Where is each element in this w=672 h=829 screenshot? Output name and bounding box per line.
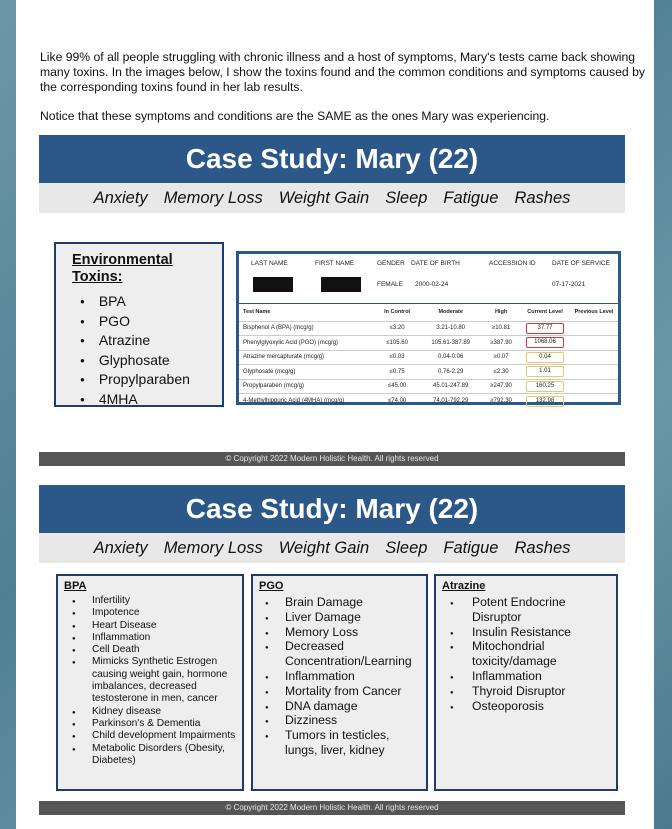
copyright-footer-2: © Copyright 2022 Modern Holistic Health. All rights reserved [39, 801, 625, 815]
list-item: ● Inflammation [442, 669, 610, 684]
col-previous-level: Previous Level [574, 309, 614, 316]
test-name: Atrazine mercapturate (mcg/g) [239, 350, 375, 365]
slide-2-symptoms [39, 533, 625, 563]
document-page [16, 0, 654, 829]
symptom-weight-gain: Weight Gain [278, 539, 370, 557]
previous-level-cell [570, 379, 618, 394]
symptom-anxiety: Anxiety [93, 539, 148, 557]
symptom-fatigue: Fatigue [443, 539, 499, 557]
slide-2-title: Case Study: Mary (22) [39, 485, 625, 533]
col-moderate: Moderate [438, 309, 463, 316]
previous-level-cell [570, 394, 618, 409]
high-range: ≥0.07 [482, 350, 520, 365]
current-level-value: 160.25 [526, 381, 564, 392]
high-range: ≥792.30 [482, 394, 520, 409]
atrazine-effects-list [442, 595, 610, 713]
case-study-slide-2 [39, 485, 625, 800]
atrazine-effects-box [434, 574, 618, 791]
col-current-level: Current Level [527, 309, 563, 316]
col-in-control: In Control [384, 309, 411, 316]
intro-paragraph-1: Like 99% of all people struggling with chronic illness and a host of symptoms, Mary's tests came back showing many toxins. In the images below, I show the toxins found and the common conditions and symptoms caused by the corresponding toxins found in her lab results. [40, 50, 645, 94]
list-item: ● Parkinson's & Dementia [64, 718, 236, 730]
in-control-range: ≤3.20 [375, 321, 419, 336]
pgo-effects-list [259, 595, 420, 758]
table-row [239, 365, 618, 380]
high-range: ≤2.30 [482, 365, 520, 380]
previous-level-cell [570, 350, 618, 365]
redacted-last-name [253, 277, 293, 292]
list-item: ● Dizziness [259, 713, 420, 728]
slide-1-title: Case Study: Mary (22) [39, 135, 625, 183]
toxin-item: ● PGO [72, 312, 222, 332]
list-item: ● Impotence [64, 607, 236, 619]
environmental-toxins-box [54, 242, 224, 407]
slide-1-symptoms [39, 183, 625, 213]
bpa-effects-list [64, 595, 236, 767]
current-level-cell [520, 365, 570, 380]
moderate-range: 105.61-387.89 [419, 336, 482, 351]
symptom-fatigue: Fatigue [443, 189, 499, 207]
list-item: ● Liver Damage [259, 610, 420, 625]
previous-level-cell [570, 336, 618, 351]
list-item: ● Memory Loss [259, 625, 420, 640]
lab-service-date-value: 07-17-2021 [552, 281, 586, 288]
atrazine-heading: Atrazine [442, 580, 486, 592]
list-item: ● Mimicks Synthetic Estrogen causing weight gain, hormone imbalances, decreased testosterone in men, cancer [64, 656, 236, 705]
toxins-list [72, 292, 222, 409]
lab-header-first-name: FIRST NAME [315, 260, 355, 267]
toxin-item: ● Atrazine [72, 331, 222, 351]
col-test-name: Test Name [243, 309, 271, 316]
high-range: ≥387.90 [482, 336, 520, 351]
in-control-range: ≤0.03 [375, 350, 419, 365]
current-level-cell [520, 394, 570, 409]
in-control-range: ≤105.60 [375, 336, 419, 351]
list-item: ● Infertility [64, 595, 236, 607]
toxins-heading: Environmental Toxins: [72, 252, 173, 285]
lab-table-header-row [239, 304, 618, 321]
toxin-item: ● 4MHA [72, 390, 222, 410]
table-row [239, 336, 618, 351]
current-level-cell [520, 321, 570, 336]
symptom-sleep: Sleep [385, 539, 428, 557]
toxin-item: ● BPA [72, 292, 222, 312]
list-item: ● Tumors in testicles, lungs, liver, kidney [259, 728, 420, 758]
symptom-rashes: Rashes [514, 539, 571, 557]
symptom-rashes: Rashes [514, 189, 571, 207]
list-item: ● Thyroid Disruptor [442, 684, 610, 699]
toxin-item: ● Glyphosate [72, 351, 222, 371]
lab-dob-value: 2000-02-24 [415, 281, 449, 288]
current-level-value: 1068.06 [526, 337, 564, 348]
list-item: ● Kidney disease [64, 706, 236, 718]
list-item: ● Child development Impairments [64, 730, 236, 742]
moderate-range: 0.04-0.06 [419, 350, 482, 365]
toxin-item: ● Propylparaben [72, 370, 222, 390]
symptom-weight-gain: Weight Gain [278, 189, 370, 207]
high-range: ≥247.90 [482, 379, 520, 394]
lab-header-last-name: LAST NAME [251, 260, 288, 267]
case-study-slide-1 [39, 135, 625, 449]
symptom-memory-loss: Memory Loss [163, 539, 263, 557]
test-name: Bisphenol A (BPA) (mcg/g) [239, 321, 375, 336]
pgo-heading: PGO [259, 580, 284, 592]
moderate-range: 45.01-247.89 [419, 379, 482, 394]
lab-results-table [239, 304, 618, 408]
current-level-value: 37.77 [526, 323, 564, 334]
in-control-range: ≤0.75 [375, 365, 419, 380]
test-name: Propylparaben (mcg/g) [239, 379, 375, 394]
redacted-first-name [321, 277, 361, 292]
symptom-anxiety: Anxiety [93, 189, 148, 207]
list-item: ● Mortality from Cancer [259, 684, 420, 699]
lab-header-accession: ACCESSION ID [489, 260, 536, 267]
table-row [239, 394, 618, 409]
moderate-range: 3.21-10.80 [419, 321, 482, 336]
symptom-memory-loss: Memory Loss [163, 189, 263, 207]
intro-text [40, 50, 650, 138]
test-name: Phenylglyoxylic Acid (PGO) (mcg/g) [239, 336, 375, 351]
lab-header-dob: DATE OF BIRTH [411, 260, 460, 267]
symptom-sleep: Sleep [385, 189, 428, 207]
moderate-range: 0.76-2.29 [419, 365, 482, 380]
current-level-cell [520, 379, 570, 394]
list-item: ● Osteoporosis [442, 699, 610, 714]
table-row [239, 321, 618, 336]
bpa-effects-box [56, 574, 244, 791]
lab-gender-value: FEMALE [377, 281, 404, 288]
lab-results-image [236, 251, 621, 405]
current-level-cell [520, 336, 570, 351]
in-control-range: ≤74.00 [375, 394, 419, 409]
list-item: ● Mitochondrial toxicity/damage [442, 639, 610, 669]
high-range: ≥10.81 [482, 321, 520, 336]
in-control-range: ≤45.00 [375, 379, 419, 394]
intro-paragraph-2: Notice that these symptoms and conditions are the SAME as the ones Mary was experiencing. [40, 109, 550, 123]
table-row [239, 350, 618, 365]
previous-level-cell [570, 365, 618, 380]
list-item: ● DNA damage [259, 699, 420, 714]
current-level-value: 132.98 [526, 396, 564, 407]
list-item: ● Cell Death [64, 644, 236, 656]
test-name: Glyphosate (mcg/g) [239, 365, 375, 380]
list-item: ● Metabolic Disorders (Obesity, Diabetes) [64, 743, 236, 768]
current-level-value: 1.01 [526, 366, 564, 377]
bpa-heading: BPA [64, 580, 87, 592]
list-item: ● Heart Disease [64, 620, 236, 632]
test-name: 4-Methylhippuric Acid (4MHA) (mcg/g) [239, 394, 375, 409]
previous-level-cell [570, 321, 618, 336]
table-row [239, 379, 618, 394]
pgo-effects-box [251, 574, 428, 791]
list-item: ● Decreased Concentration/Learning [259, 639, 420, 669]
current-level-value: 0.04 [526, 352, 564, 363]
col-high: High [494, 309, 508, 316]
moderate-range: 74.01-792.29 [419, 394, 482, 409]
list-item: ● Inflammation [259, 669, 420, 684]
lab-header-service-date: DATE OF SERVICE [552, 260, 610, 267]
list-item: ● Brain Damage [259, 595, 420, 610]
list-item: ● Insulin Resistance [442, 625, 610, 640]
lab-patient-header [239, 254, 618, 304]
copyright-footer-1: © Copyright 2022 Modern Holistic Health. All rights reserved [39, 452, 625, 466]
current-level-cell [520, 350, 570, 365]
lab-header-gender: GENDER [377, 260, 405, 267]
list-item: ● Inflammation [64, 632, 236, 644]
list-item: ● Potent Endocrine Disruptor [442, 595, 610, 625]
